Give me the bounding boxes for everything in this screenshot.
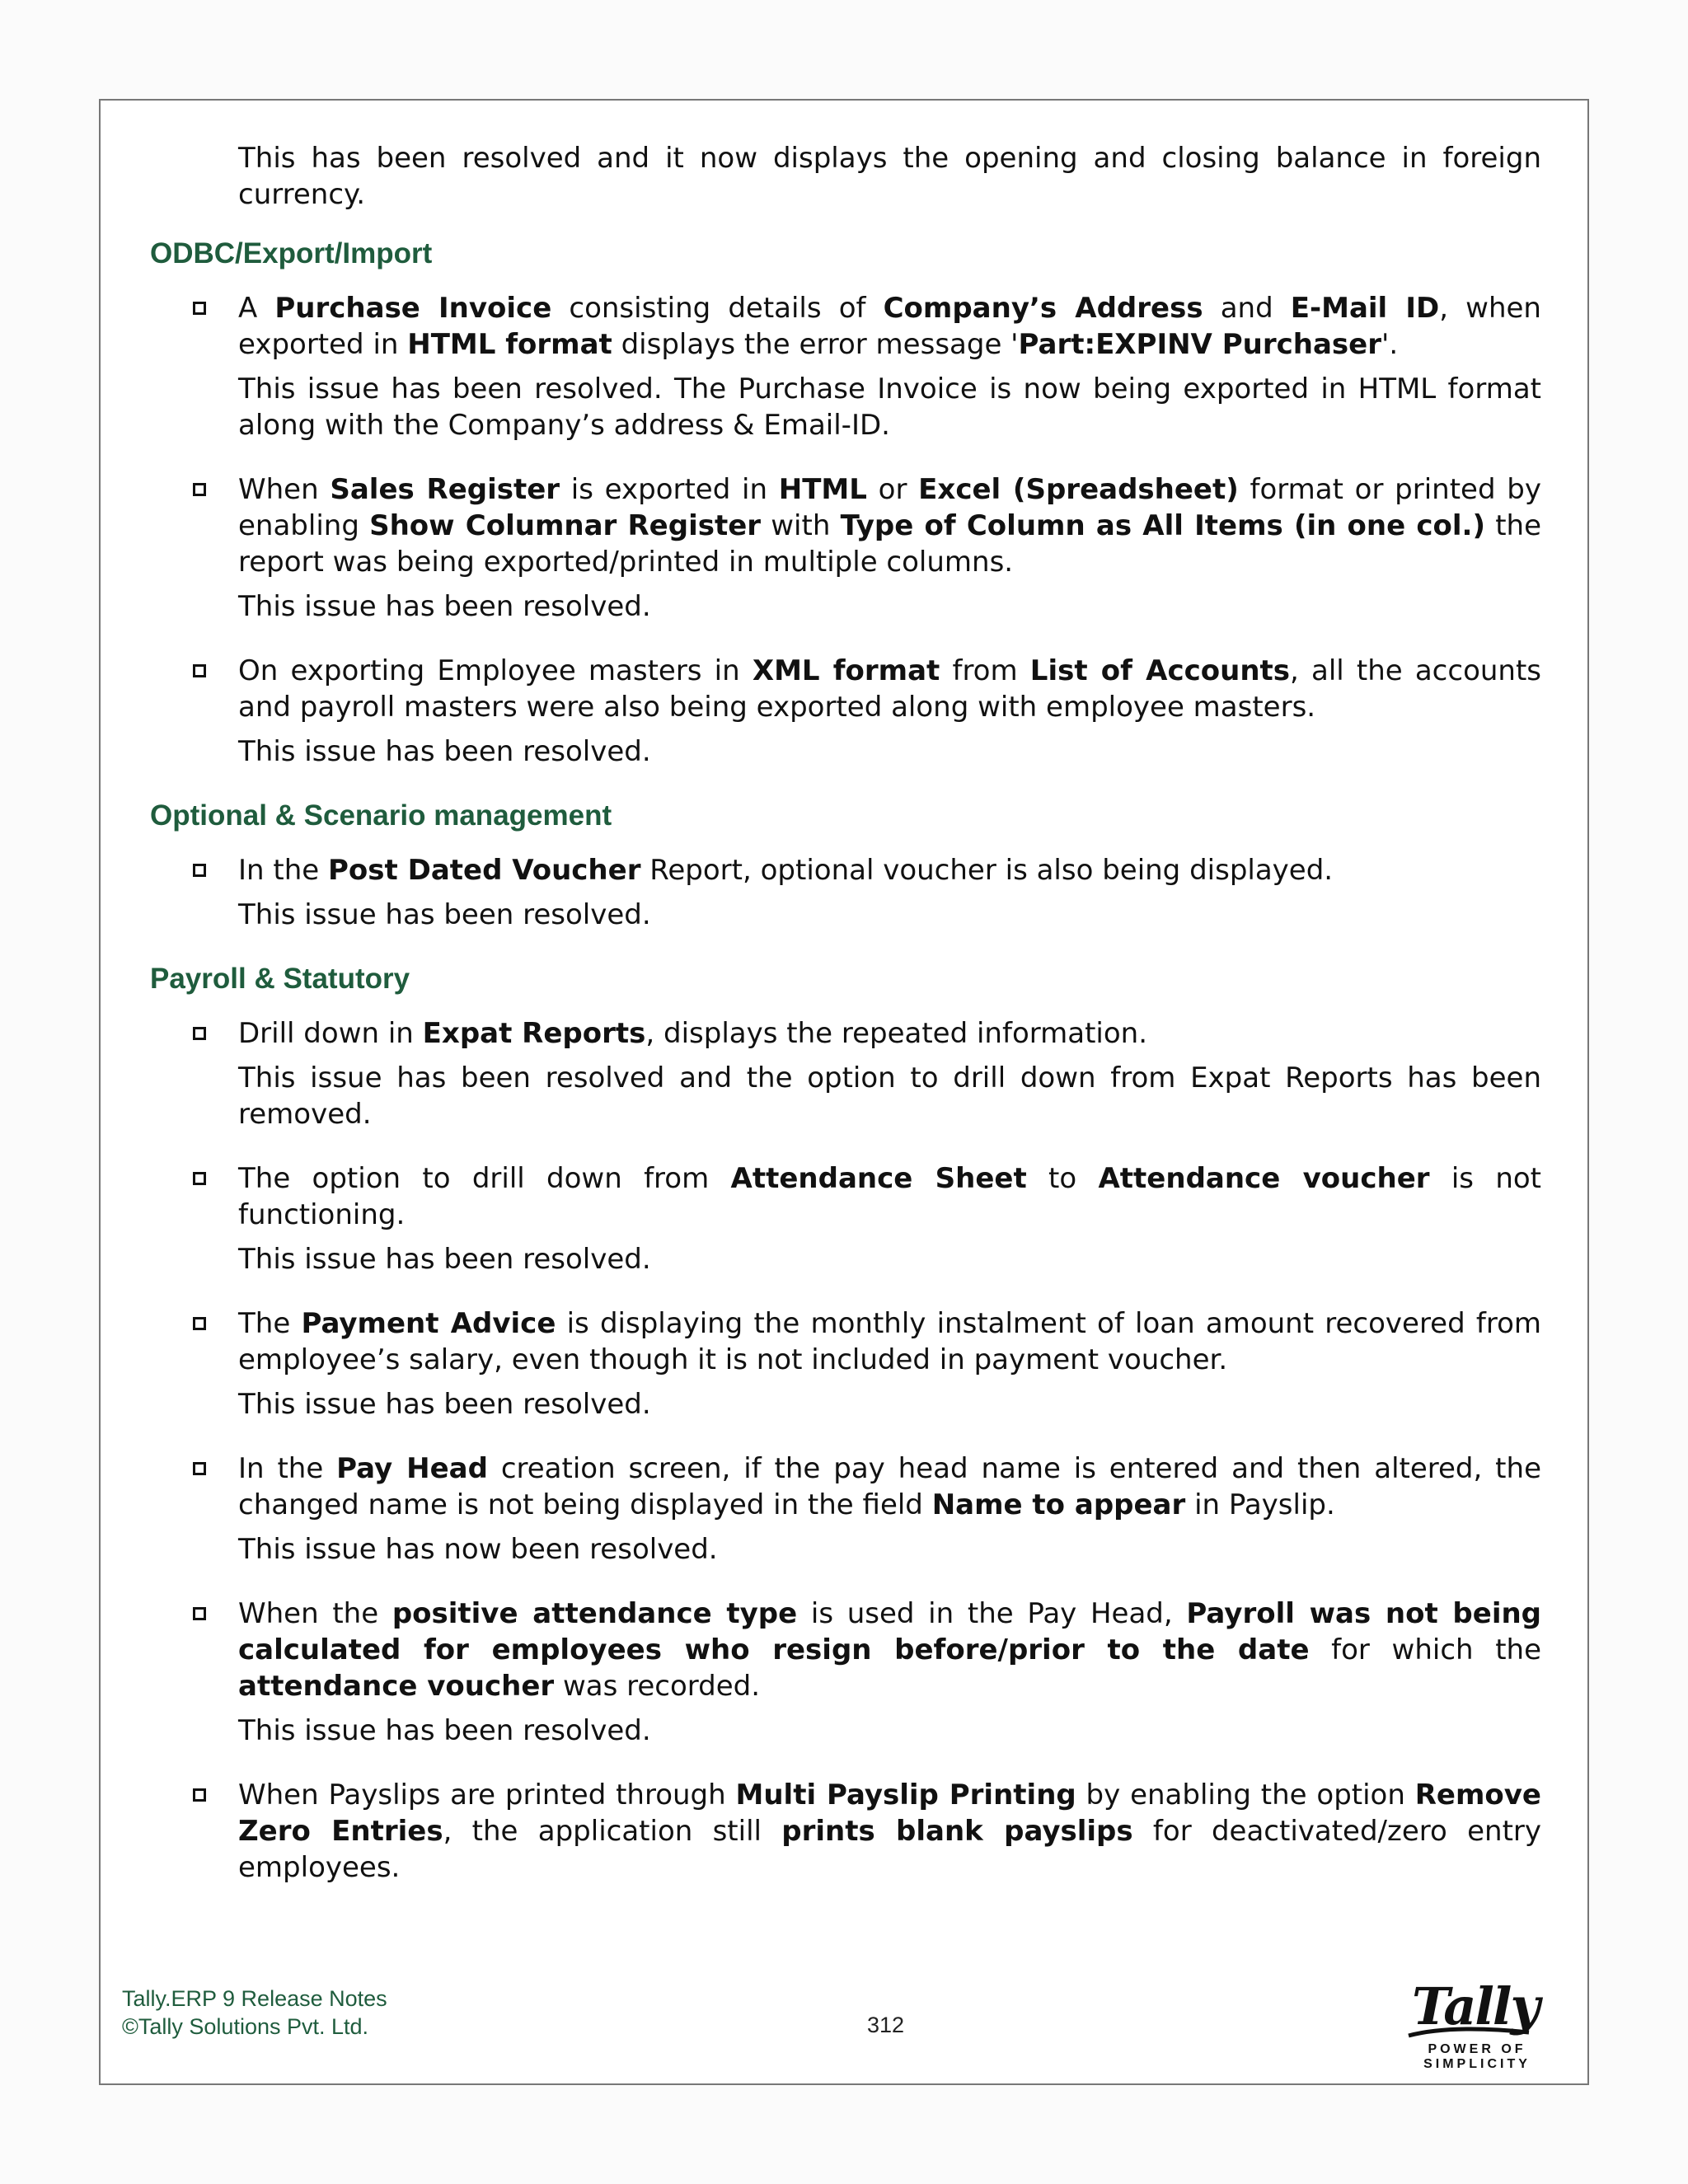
resolution-text: This issue has been resolved. bbox=[238, 898, 651, 931]
text-run: When Payslips are printed through bbox=[238, 1779, 736, 1811]
text-run: by enabling the option bbox=[1076, 1779, 1415, 1811]
text-run: the report was being exported/printed in multiple columns. bbox=[238, 509, 1541, 579]
list-item bbox=[150, 852, 1541, 933]
bold-term: Excel (Spreadsheet) bbox=[918, 473, 1239, 506]
intro-paragraph: This has been resolved and it now displays the opening and closing balance in foreign currency. bbox=[238, 142, 1541, 211]
sections-container bbox=[150, 236, 1541, 1886]
bold-term: Name to appear bbox=[931, 1488, 1186, 1521]
issue-text bbox=[238, 290, 1541, 363]
tally-logo bbox=[1382, 1976, 1572, 2071]
bold-term: Company’s Address bbox=[883, 292, 1203, 325]
bold-term: Post Dated Voucher bbox=[328, 854, 641, 887]
bold-term: Attendance Sheet bbox=[730, 1162, 1027, 1195]
list-item bbox=[150, 1305, 1541, 1422]
bold-term: Sales Register bbox=[330, 473, 560, 506]
bold-term: HTML bbox=[778, 473, 867, 506]
bold-term: Expat Reports bbox=[422, 1017, 646, 1050]
bold-term: HTML format bbox=[407, 328, 612, 361]
text-run: is exported in bbox=[560, 473, 779, 506]
text-run: in Payslip. bbox=[1185, 1488, 1335, 1521]
square-bullet-icon bbox=[193, 1172, 206, 1185]
resolution-text: This issue has been resolved. bbox=[238, 1243, 651, 1276]
text-run: format or printed by enabling bbox=[238, 473, 1541, 542]
bold-term: Pay Head bbox=[336, 1452, 488, 1485]
text-run: '. bbox=[1381, 328, 1399, 361]
bold-term: Part:EXPINV Purchaser bbox=[1018, 328, 1381, 361]
list-item bbox=[150, 1777, 1541, 1886]
text-run: creation screen, if the pay head name is entered and then altered, the changed name is not being displayed in the field bbox=[238, 1452, 1541, 1521]
logo-swoosh bbox=[1407, 2026, 1531, 2039]
list-item bbox=[150, 653, 1541, 770]
footer-copyright: ©Tally Solutions Pvt. Ltd. bbox=[122, 2014, 369, 2039]
bold-term: positive attendance type bbox=[392, 1597, 798, 1630]
footer-info bbox=[122, 1985, 387, 2041]
resolution-text: This issue has been resolved and the option to drill down from Expat Reports has been removed. bbox=[238, 1062, 1541, 1131]
text-run: When the bbox=[238, 1597, 392, 1630]
bold-term: Remove Zero Entries bbox=[238, 1779, 1541, 1848]
text-run: , displays the repeated information. bbox=[645, 1017, 1148, 1050]
footer-product-name: Tally.ERP 9 Release Notes bbox=[122, 1986, 387, 2011]
square-bullet-icon bbox=[193, 1317, 206, 1330]
bold-term: Show Columnar Register bbox=[369, 509, 762, 542]
square-bullet-icon bbox=[193, 1027, 206, 1040]
text-run: was recorded. bbox=[554, 1670, 761, 1703]
square-bullet-icon bbox=[193, 302, 206, 315]
resolution-text: This issue has been resolved. bbox=[238, 590, 651, 623]
issue-text bbox=[238, 471, 1541, 580]
text-run: is not functioning. bbox=[238, 1162, 1541, 1231]
resolution-text: This issue has been resolved. The Purchase Invoice is now being exported in HTML format along with the Company’s address & Email-ID. bbox=[238, 373, 1541, 442]
resolution-text: This issue has been resolved. bbox=[238, 1714, 651, 1747]
bold-term: Payment Advice bbox=[301, 1307, 556, 1340]
square-bullet-icon bbox=[193, 1462, 206, 1475]
text-run: Drill down in bbox=[238, 1017, 423, 1050]
bold-term: E-Mail ID bbox=[1290, 292, 1440, 325]
bold-term: Multi Payslip Printing bbox=[735, 1779, 1076, 1811]
resolution-text: This issue has now been resolved. bbox=[238, 1533, 718, 1566]
logo-wordmark: Tally bbox=[1412, 1976, 1539, 2036]
issue-text bbox=[238, 1451, 1541, 1523]
list-item bbox=[150, 290, 1541, 443]
list-item bbox=[150, 1596, 1541, 1749]
resolution-text: This issue has been resolved. bbox=[238, 1388, 651, 1421]
issue-text bbox=[238, 1777, 1541, 1886]
text-run: is displaying the monthly instalment of loan amount recovered from employee’s salary, even though it is not included in payment voucher. bbox=[238, 1307, 1542, 1376]
text-run: for deactivated/zero entry employees. bbox=[238, 1815, 1542, 1884]
text-run: is used in the Pay Head, bbox=[797, 1597, 1187, 1630]
bold-term: Attendance voucher bbox=[1098, 1162, 1430, 1195]
issue-text bbox=[238, 1160, 1541, 1233]
text-run: , the application still bbox=[443, 1815, 782, 1848]
section-heading: ODBC/Export/Import bbox=[150, 237, 433, 269]
text-run: , all the accounts and payroll masters were also being exported along with employee masters. bbox=[238, 654, 1542, 724]
page-frame bbox=[99, 99, 1589, 2085]
text-run: and bbox=[1203, 292, 1291, 325]
document-body bbox=[150, 140, 1541, 1914]
text-run: , when exported in bbox=[238, 292, 1541, 361]
issue-text bbox=[238, 1305, 1541, 1378]
text-run: for which the bbox=[1309, 1633, 1542, 1666]
list-item bbox=[150, 1160, 1541, 1277]
bold-term: Type of Column as All Items (in one col.) bbox=[840, 509, 1486, 542]
text-run: with bbox=[761, 509, 841, 542]
text-run: In the bbox=[238, 854, 328, 887]
bold-term: Purchase Invoice bbox=[274, 292, 552, 325]
list-item bbox=[150, 1451, 1541, 1568]
square-bullet-icon bbox=[193, 864, 206, 877]
square-bullet-icon bbox=[193, 664, 206, 677]
square-bullet-icon bbox=[193, 1607, 206, 1620]
list-item bbox=[150, 471, 1541, 625]
text-run: When bbox=[238, 473, 331, 506]
bold-term: Payroll was not being calculated for employees who resign before/prior to the date bbox=[238, 1597, 1542, 1666]
bold-term: attendance voucher bbox=[238, 1670, 555, 1703]
text-run: consisting details of bbox=[551, 292, 884, 325]
text-run: Report, optional voucher is also being displayed. bbox=[640, 854, 1334, 887]
list-item bbox=[150, 1015, 1541, 1132]
square-bullet-icon bbox=[193, 483, 206, 496]
square-bullet-icon bbox=[193, 1788, 206, 1802]
issue-text bbox=[238, 1015, 1541, 1052]
text-run: In the bbox=[238, 1452, 337, 1485]
resolution-text: This issue has been resolved. bbox=[238, 735, 651, 768]
text-run: or bbox=[866, 473, 919, 506]
text-run: to bbox=[1026, 1162, 1099, 1195]
text-run: from bbox=[940, 654, 1030, 687]
issue-text bbox=[238, 852, 1541, 888]
section-heading: Optional & Scenario management bbox=[150, 799, 612, 832]
bold-term: XML format bbox=[752, 654, 940, 687]
text-run: displays the error message ' bbox=[612, 328, 1019, 361]
text-run: The option to drill down from bbox=[238, 1162, 731, 1195]
text-run: The bbox=[238, 1307, 302, 1340]
bold-term: prints blank payslips bbox=[781, 1815, 1133, 1848]
section-heading: Payroll & Statutory bbox=[150, 963, 410, 995]
text-run: On exporting Employee masters in bbox=[238, 654, 753, 687]
bold-term: List of Accounts bbox=[1029, 654, 1291, 687]
issue-text bbox=[238, 1596, 1541, 1704]
issue-text bbox=[238, 653, 1541, 725]
page-number: 312 bbox=[867, 2013, 905, 2037]
text-run: A bbox=[238, 292, 275, 325]
logo-tagline: POWER OF SIMPLICITY bbox=[1423, 2042, 1531, 2071]
